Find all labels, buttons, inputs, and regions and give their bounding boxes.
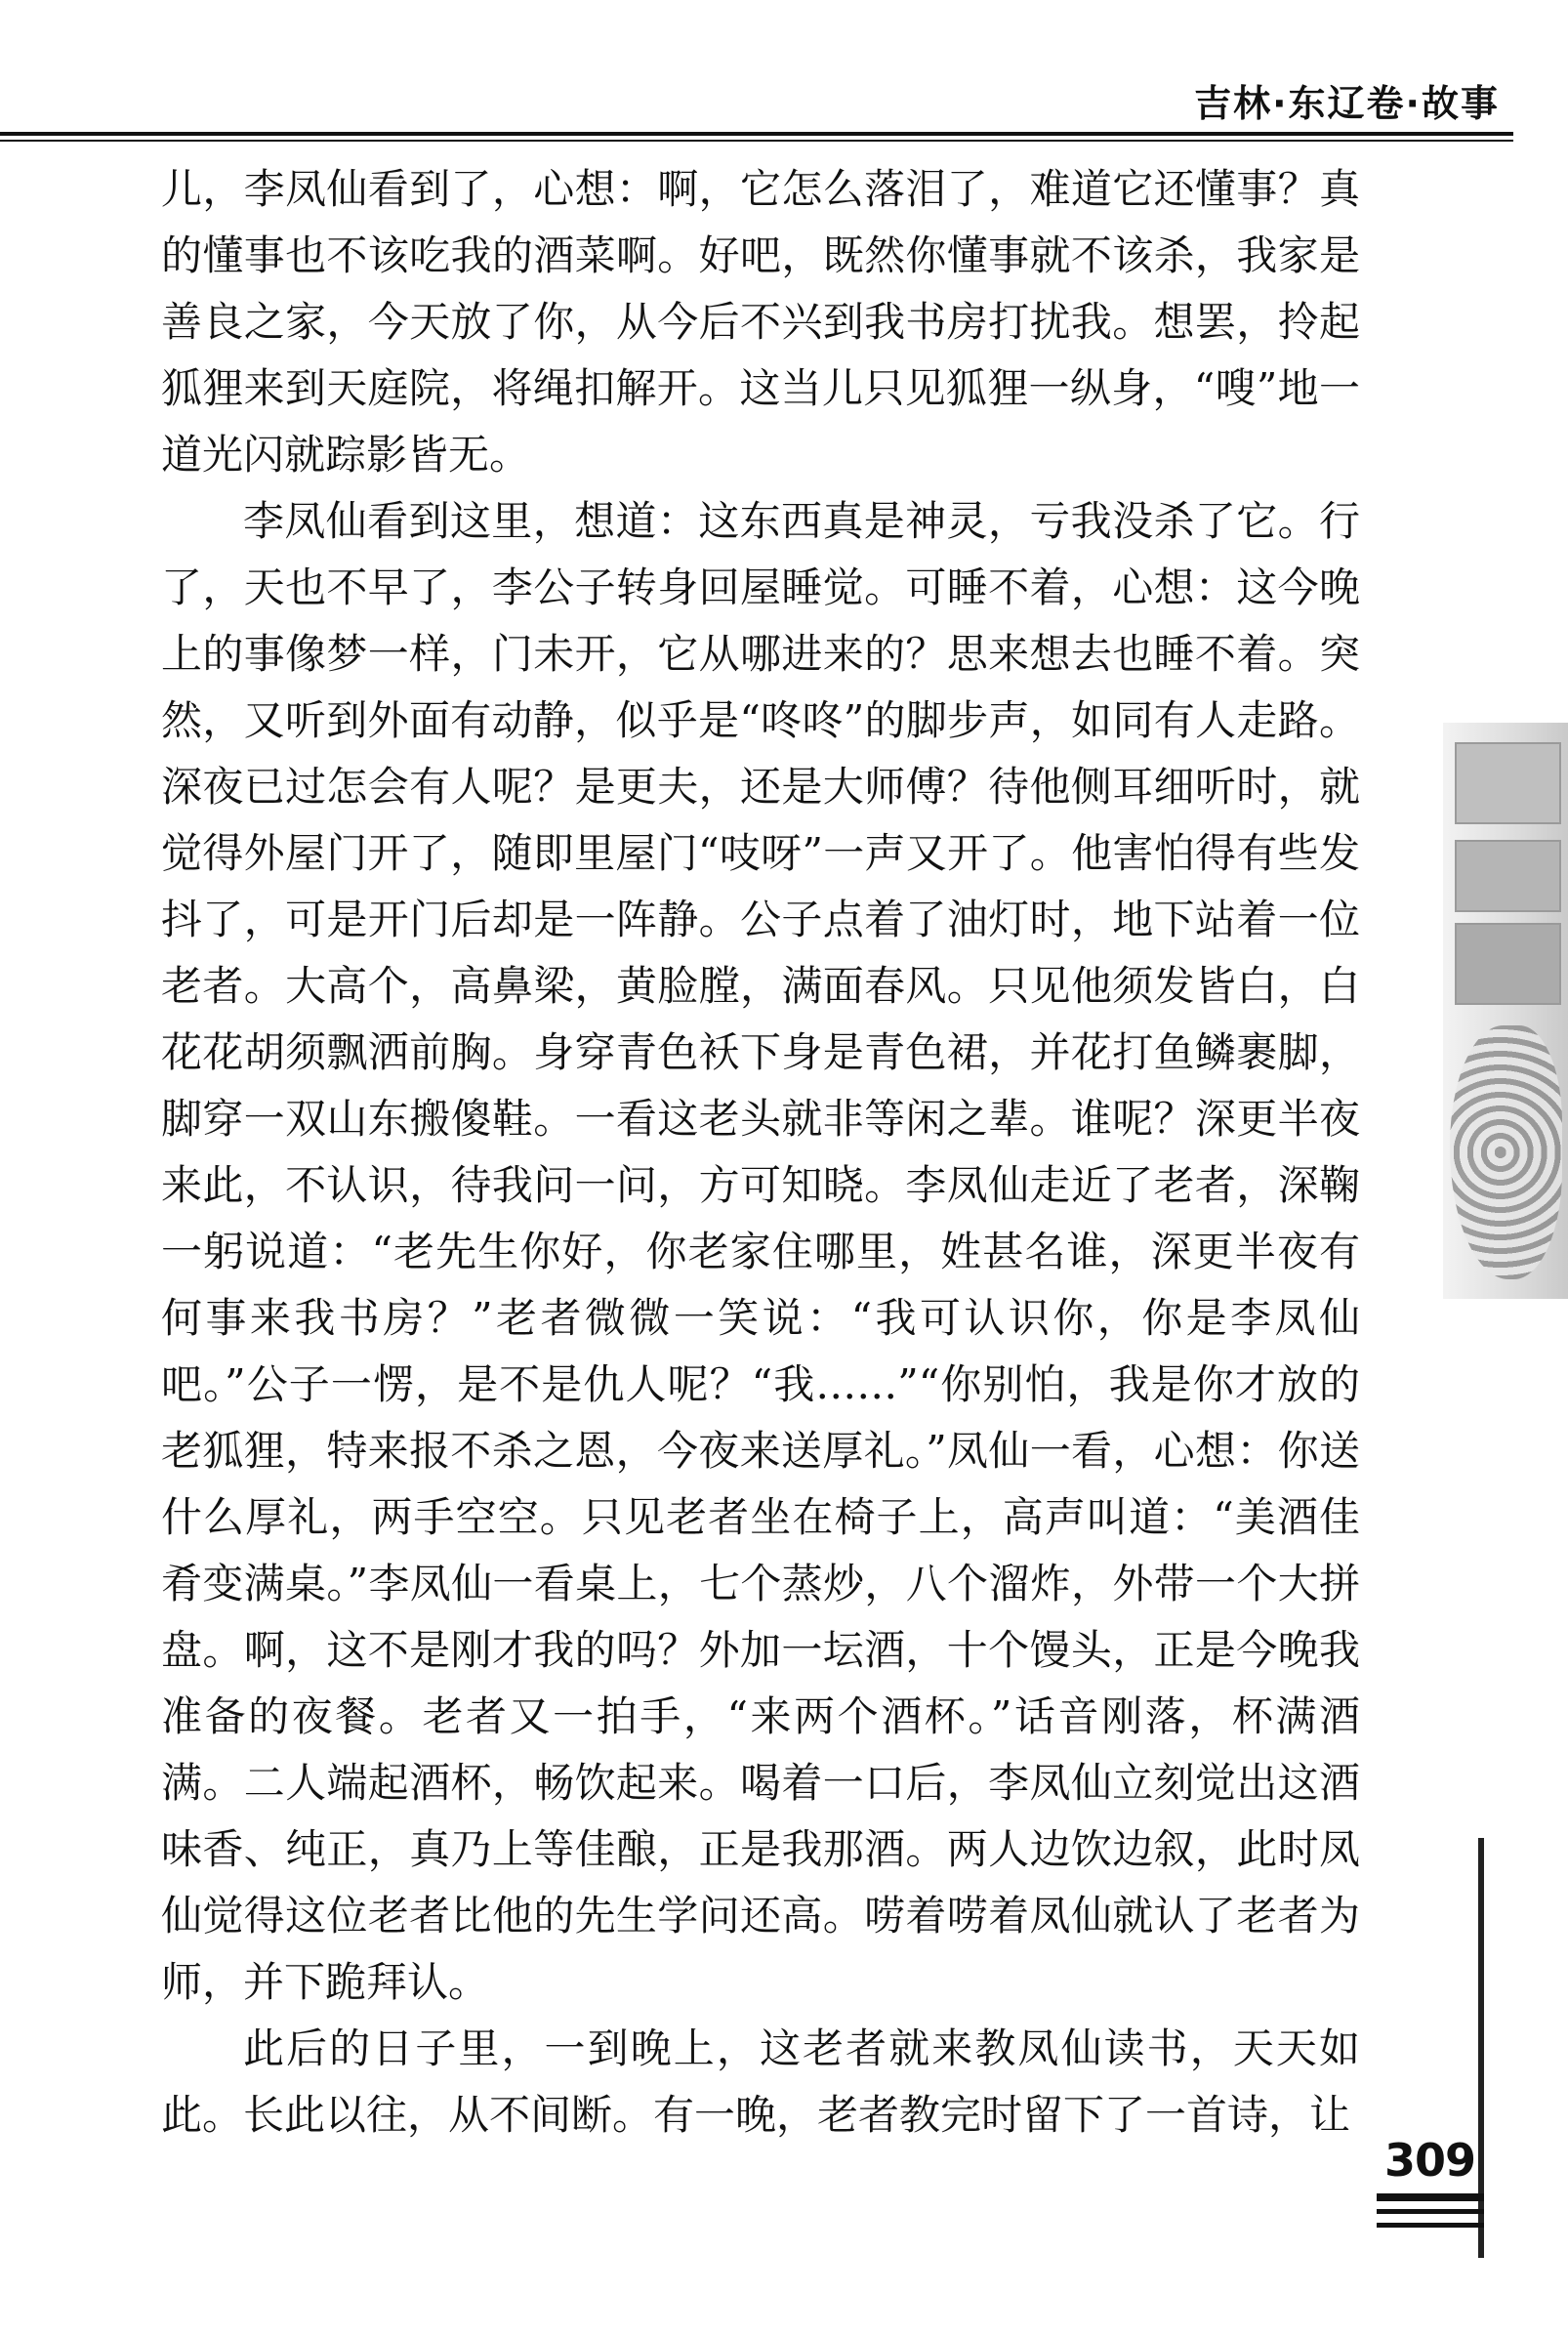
paragraph-3: 此后的日子里，一到晚上，这老者就来教凤仙读书，天天如此。长此以往，从不间断。有一晚，老者教完时留下了一首诗，让	[161, 2024, 1360, 2139]
paragraph-2: 李凤仙看到这里，想道：这东西真是神灵，亏我没杀了它。行了，天也不早了，李公子转身回屋睡觉。可睡不着，心想：这今晚上的事像梦一样，门未开，它从哪进来的？思来想去也睡不着。突然，又听到外面有动静，似乎是“咚咚”的脚步声，如同有人走路。深夜已过怎会有人呢？是更夫，还是大师傅？待他侧耳细听时，就觉得外屋门开了，随即里屋门“吱呀”一声又开了。他害怕得有些发抖了，可是开门后却是一阵静。公子点着了油灯时，地下站着一位老者。大高个，高鼻梁，黄脸膛，满面春风。只见他须发皆白，白花花胡须飘洒前胸。身穿青色袄下身是青色裙，并花打鱼鳞裹脚，脚穿一双山东搬傻鞋。一看这老头就非等闲之辈。谁呢？深更半夜来此，不认识，待我问一问，方可知晓。李凤仙走近了老者，深鞠一躬说道：“老先生你好，你老家住哪里，姓甚名谁，深更半夜有何事来我书房？”老者微微一笑说：“我可认识你，你是李凤仙吧。”公子一愣，是不是仇人呢？“我……”“你别怕，我是你才放的老狐狸，特来报不杀之恩，今夜来送厚礼。”凤仙一看，心想：你送什么厚礼，两手空空。只见老者坐在椅子上，高声叫道：“美酒佳肴变满桌。”李凤仙一看桌上，七个蒸炒，八个溜炸，外带一个大拼盘。啊，这不是刚才我的吗？外加一坛酒，十个馒头，正是今晚我准备的夜餐。老者又一拍手，“来两个酒杯。”话音刚落，杯满酒满。二人端起酒杯，畅饮起来。喝着一口后，李凤仙立刻觉出这酒味香、纯正，真乃上等佳酿，正是我那酒。两人边饮边叙，此时凤仙觉得这位老者比他的先生学问还高。唠着唠着凤仙就认了老者为师，并下跪拜认。	[161, 497, 1360, 2006]
paragraph-1: 儿，李凤仙看到了，心想：啊，它怎么落泪了，难道它还懂事？真的懂事也不该吃我的酒菜啊。好吧，既然你懂事就不该杀，我家是善良之家，今天放了你，从今后不兴到我书房打扰我。想罢，拎起狐狸来到天庭院，将绳扣解开。这当儿只见狐狸一纵身，“嗖”地一道光闪就踪影皆无。	[161, 165, 1360, 479]
side-decoration-block	[1455, 742, 1561, 824]
page-number-rule	[1377, 2209, 1484, 2214]
side-decoration-block	[1455, 923, 1561, 1005]
header-rule-thin	[0, 140, 1513, 142]
page-number-rule	[1377, 2223, 1484, 2228]
page-number-rule	[1377, 2193, 1484, 2201]
page-number: 309	[1384, 2134, 1476, 2187]
side-decoration-swirl-icon	[1450, 1025, 1562, 1279]
running-header-title: 吉林·东辽卷·故事	[1194, 82, 1500, 125]
side-decoration-block	[1455, 840, 1561, 912]
body-text	[161, 156, 1360, 2148]
header-rule	[0, 132, 1513, 136]
